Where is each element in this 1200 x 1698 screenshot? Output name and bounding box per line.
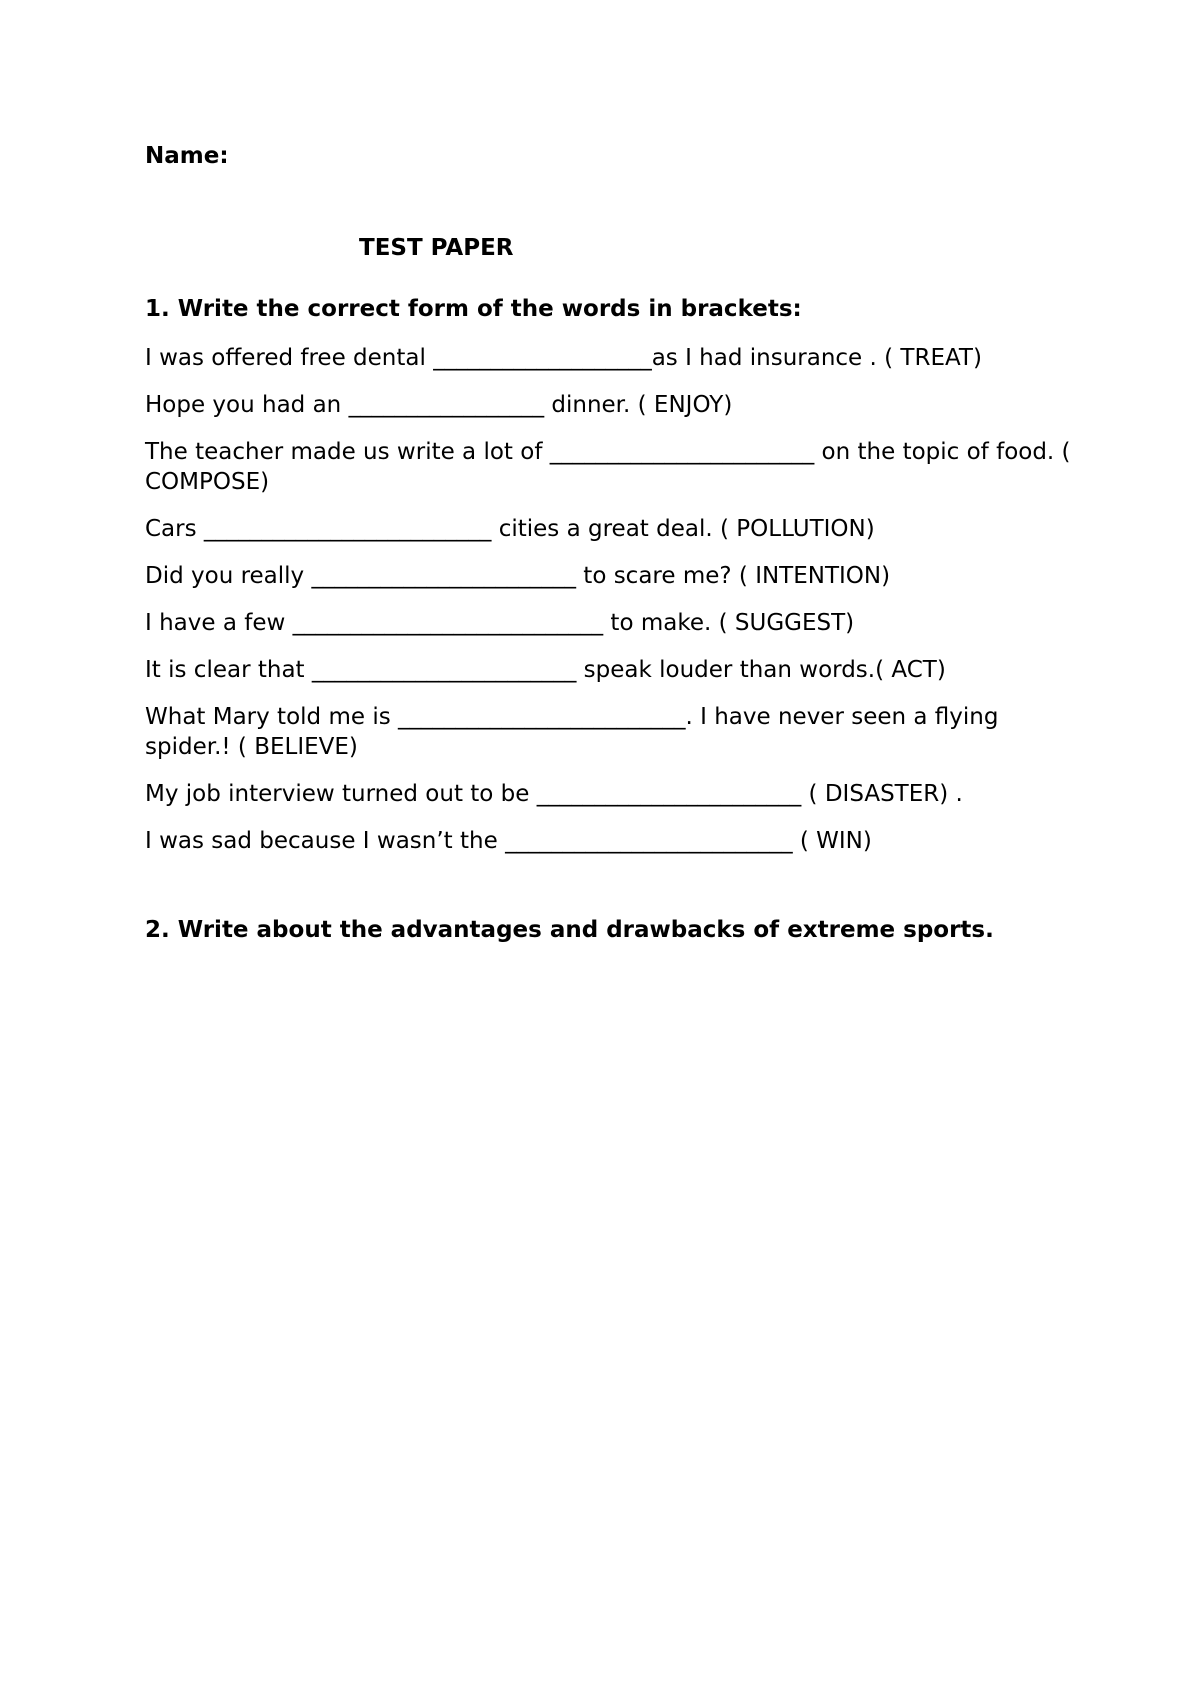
exercise-text-before: My job interview turned out to be bbox=[145, 781, 537, 807]
exercise-text-after: ( WIN) bbox=[792, 828, 872, 854]
answer-blank: _______________________ bbox=[311, 657, 577, 683]
exercise-item bbox=[145, 343, 1075, 373]
exercise-text-before: Cars bbox=[145, 516, 204, 542]
exercise-text-before: The teacher made us write a lot of bbox=[145, 439, 550, 465]
exercise-text-after: as I had insurance . ( TREAT) bbox=[651, 345, 982, 371]
exercise-item bbox=[145, 655, 1075, 685]
exercise-item bbox=[145, 779, 1075, 809]
exercise-text-before: Did you really bbox=[145, 563, 312, 589]
answer-blank: _______________________ bbox=[311, 563, 576, 589]
exercise-text-before: Hope you had an bbox=[145, 392, 349, 418]
exercise-text-after: dinner. ( ENJOY) bbox=[544, 392, 733, 418]
exercise-text-before: I have a few bbox=[145, 610, 293, 636]
exercise-text-before: What Mary told me is bbox=[145, 704, 398, 730]
exercise-item bbox=[145, 826, 1075, 856]
answer-blank: _________________________ bbox=[505, 828, 793, 854]
exercise-text-after: cities a great deal. ( POLLUTION) bbox=[491, 516, 875, 542]
answer-blank: ___________________ bbox=[433, 345, 652, 371]
page-title: TEST PAPER bbox=[359, 235, 514, 261]
exercise-item bbox=[145, 514, 1075, 544]
answer-blank: _________________________ bbox=[398, 704, 686, 730]
answer-blank: _______________________ bbox=[536, 781, 802, 807]
exercise-item bbox=[145, 702, 1075, 762]
exercise-text-after: . I have never seen a flying spider.! ( BELIEVE) bbox=[145, 704, 999, 760]
exercise-text-before: I was sad because I wasn’t the bbox=[145, 828, 506, 854]
exercise-text-after: speak louder than words.( ACT) bbox=[576, 657, 946, 683]
section-1-heading: 1. Write the correct form of the words in brackets: bbox=[145, 296, 802, 322]
section-2-heading: 2. Write about the advantages and drawbacks of extreme sports. bbox=[145, 917, 994, 943]
exercise-text-before: It is clear that bbox=[145, 657, 312, 683]
exercise-list bbox=[145, 343, 1075, 873]
exercise-text-after: to make. ( SUGGEST) bbox=[603, 610, 855, 636]
exercise-item bbox=[145, 561, 1075, 591]
answer-blank: ___________________________ bbox=[292, 610, 604, 636]
exercise-text-before: I was offered free dental bbox=[145, 345, 434, 371]
exercise-item bbox=[145, 390, 1075, 420]
answer-blank: _________________________ bbox=[203, 516, 492, 542]
exercise-text-after: on the topic of food. ( COMPOSE) bbox=[145, 439, 1071, 495]
exercise-item bbox=[145, 437, 1075, 497]
exercise-text-after: to scare me? ( INTENTION) bbox=[575, 563, 891, 589]
answer-blank: _________________ bbox=[348, 392, 545, 418]
exercise-item bbox=[145, 608, 1075, 638]
name-label: Name: bbox=[145, 143, 229, 169]
answer-blank: _______________________ bbox=[549, 439, 815, 465]
exercise-text-after: ( DISASTER) . bbox=[801, 781, 963, 807]
